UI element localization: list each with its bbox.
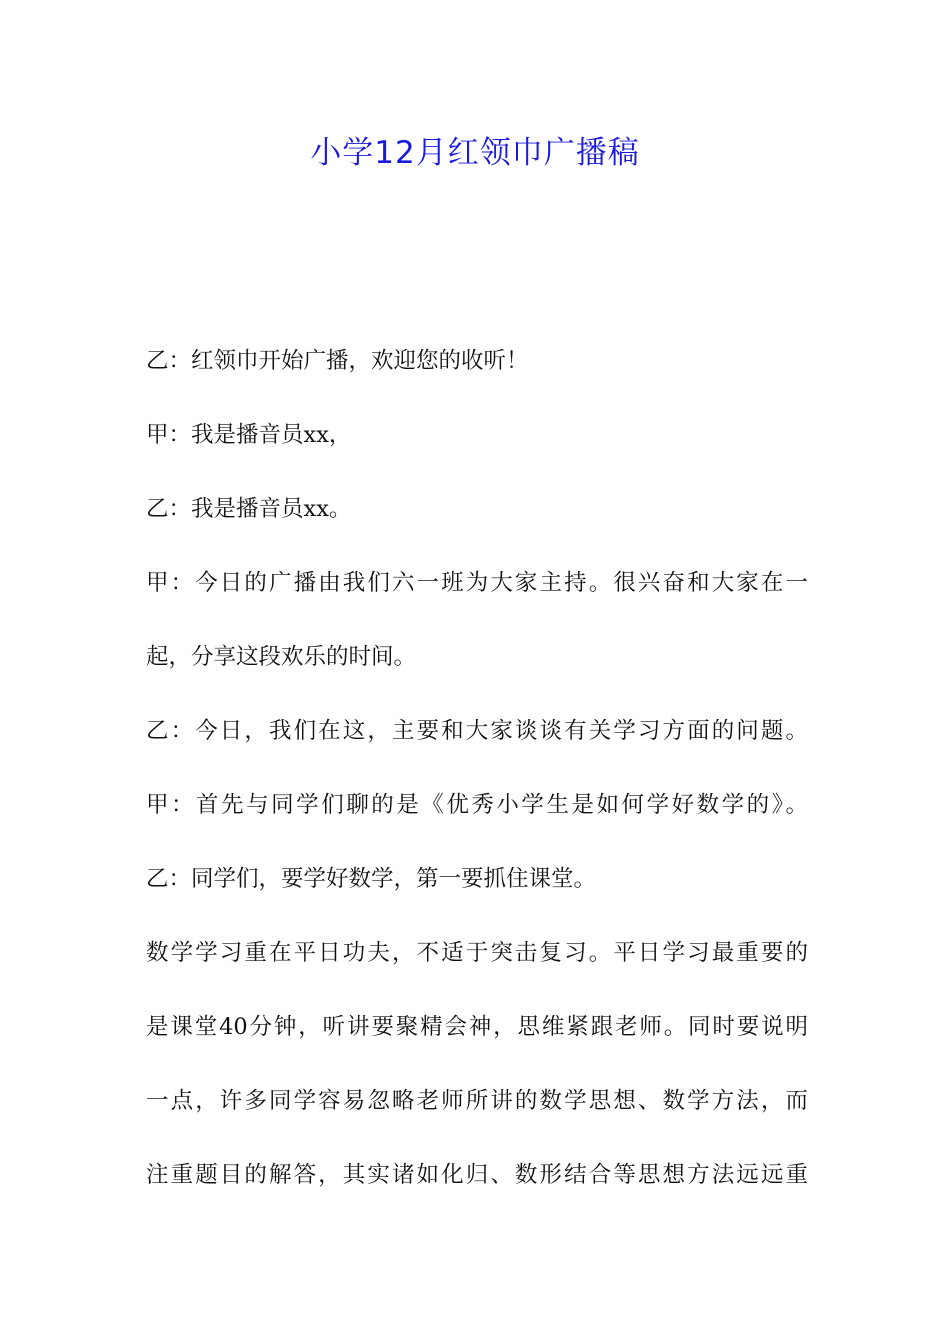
paragraph-line: 数学学习重在平日功夫，不适于突击复习。平日学习最重要的 xyxy=(146,940,808,966)
paragraph-line: 乙：我是播音员xx。 xyxy=(146,496,352,522)
paragraph-line: 甲：我是播音员xx， xyxy=(146,422,352,448)
paragraph-line: 甲：首先与同学们聊的是《优秀小学生是如何学好数学的》。 xyxy=(146,792,808,818)
paragraph-line: 是课堂40分钟，听讲要聚精会神，思维紧跟老师。同时要说明 xyxy=(146,1014,808,1040)
document-body xyxy=(146,340,808,1228)
paragraph-line: 乙：同学们，要学好数学，第一要抓住课堂。 xyxy=(146,866,597,892)
paragraph-line: 乙：今日，我们在这，主要和大家谈谈有关学习方面的问题。 xyxy=(146,718,808,744)
paragraph-line: 乙：红领巾开始广播，欢迎您的收听！ xyxy=(146,348,529,374)
document-title: 小学12月红领巾广播稿 xyxy=(310,135,640,171)
paragraph-line: 注重题目的解答，其实诸如化归、数形结合等思想方法远远重 xyxy=(146,1162,808,1188)
paragraph-line: 甲：今日的广播由我们六一班为大家主持。很兴奋和大家在一 xyxy=(146,570,808,596)
paragraph-line: 起，分享这段欢乐的时间。 xyxy=(146,644,417,670)
paragraph-line: 一点，许多同学容易忽略老师所讲的数学思想、数学方法，而 xyxy=(146,1088,808,1114)
